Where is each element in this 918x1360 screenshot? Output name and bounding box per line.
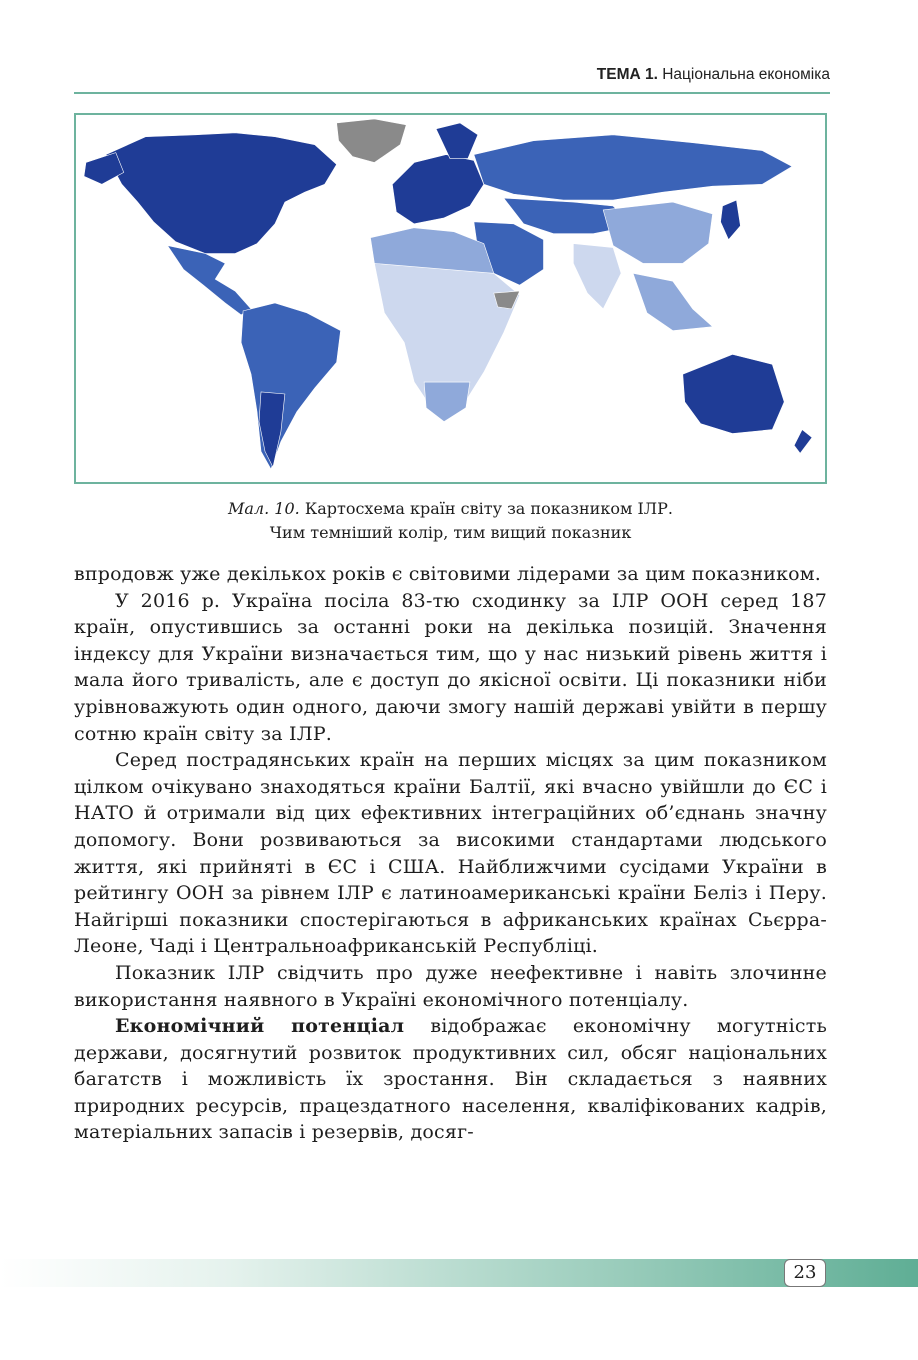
caption-line2: Чим темніший колір, тим вищий показник bbox=[269, 523, 632, 542]
footer-band bbox=[0, 1259, 918, 1287]
term-economic-potential: Економічний потенціал bbox=[115, 1015, 405, 1038]
body-text bbox=[74, 561, 827, 1146]
map-india bbox=[573, 244, 621, 309]
map-japan bbox=[721, 200, 741, 240]
paragraph-5-text: відображає економічну могутність держави, досягнутий розвиток продуктивних сил, обсяг національних багатств і можливість їх зростання. Він складається з наявних природних ресурсів, працездатного населення, кваліфікованих кадрів, матеріальних запасів і резервів, досяг- bbox=[74, 1015, 827, 1144]
map-mexico bbox=[168, 246, 252, 315]
map-argentina bbox=[259, 392, 285, 467]
paragraph-5 bbox=[74, 1013, 827, 1146]
paragraph-1: впродовж уже декількох років є світовими лідерами за цим показником. bbox=[74, 563, 822, 585]
world-hdi-map bbox=[74, 113, 827, 484]
caption-label: Мал. 10. bbox=[227, 499, 300, 518]
header-section: ТЕМА 1. bbox=[596, 66, 658, 83]
map-horn-of-africa bbox=[494, 291, 520, 309]
map-southern-africa bbox=[424, 382, 470, 422]
figure-caption bbox=[74, 497, 827, 545]
map-se-asia bbox=[633, 273, 713, 330]
paragraph-3: Серед пострадянських країн на перших місцях за цим показником цілком очікувано знаходяться країни Балтії, які вчасно увійшли до ЄС і НАТО й отримали від цих ефективних інтеграційних об’єднань значну допомогу. Вони розвиваються за високими стандартами людського життя, які прийняті в ЄС і США. Найближчими сусідами України в рейтингу ООН за рівнем ІЛР є латиноамериканські країни Беліз і Перу. Найгірші показники спостерігаються в африканських країнах Сьєрра-Леоне, Чаді і Центральноафриканській Республіці. bbox=[74, 749, 827, 958]
map-new-zealand bbox=[794, 430, 812, 454]
map-south-america bbox=[241, 303, 340, 469]
paragraph-4: Показник ІЛР свідчить про дуже неефективне і навіть злочинне використання наявного в Україні економічного потенціалу. bbox=[74, 961, 827, 1011]
map-scandinavia bbox=[436, 123, 478, 159]
caption-text: Картосхема країн світу за показником ІЛР. bbox=[304, 499, 673, 518]
map-greenland bbox=[337, 119, 407, 163]
map-europe bbox=[392, 155, 484, 224]
world-map-graphic bbox=[76, 115, 825, 482]
header-title: Національна економіка bbox=[662, 66, 830, 83]
page-number: 23 bbox=[784, 1259, 826, 1287]
map-australia bbox=[683, 354, 784, 433]
map-russia bbox=[474, 135, 792, 200]
map-north-america bbox=[106, 133, 337, 254]
map-alaska bbox=[84, 153, 124, 185]
map-china bbox=[603, 202, 712, 263]
running-header bbox=[597, 66, 830, 84]
paragraph-2: У 2016 р. Україна посіла 83-тю сходинку за ІЛР ООН серед 187 країн, опустившись за останні роки на декілька позицій. Значення індексу для України визначається тим, що у нас низький рівень життя і мала його тривалість, але є доступ до якісної освіти. Ці показники ніби урівноважують один одного, даючи змогу нашій державі увійти в першу сотню країн світу за ІЛР. bbox=[74, 589, 827, 745]
header-rule bbox=[74, 92, 830, 94]
